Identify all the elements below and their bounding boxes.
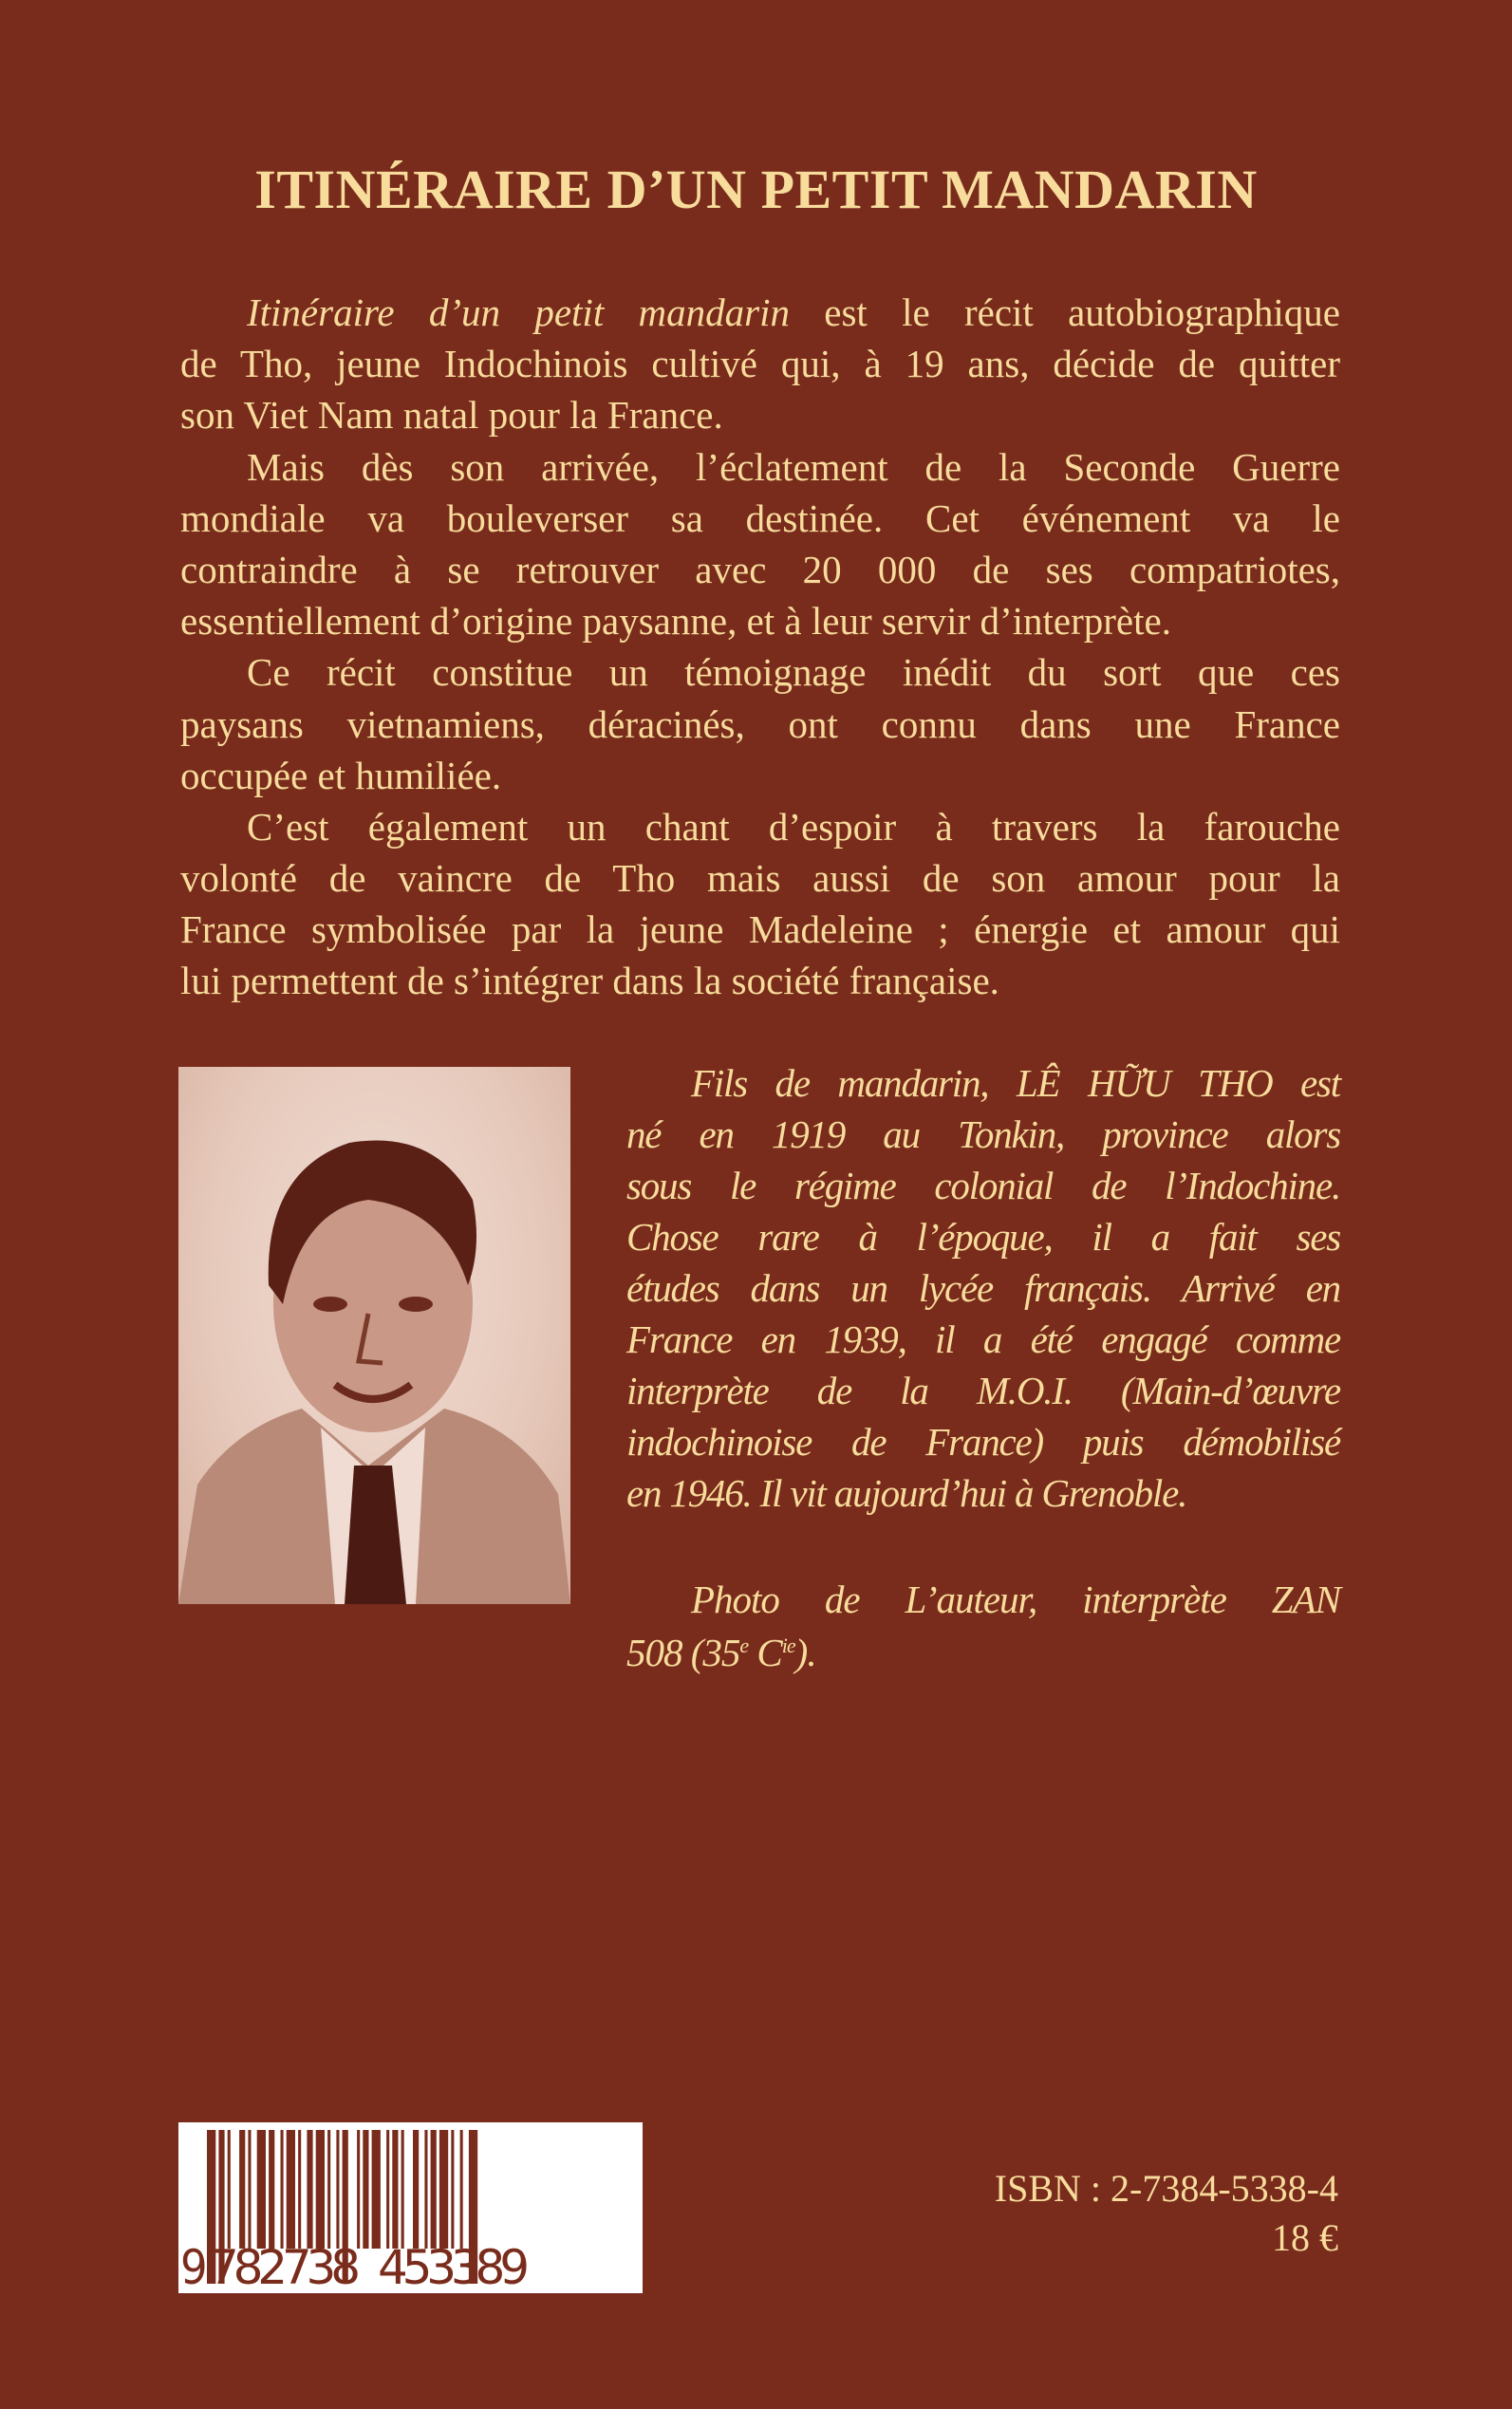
blurb (180, 287, 1340, 1007)
barcode-bar (401, 2130, 404, 2249)
barcode-first-digit: 9 (180, 2240, 208, 2293)
author-portrait-image (178, 1067, 570, 1604)
barcode-bar (439, 2130, 448, 2249)
blurb-line: paysans vietnamiens, déracinés, ont connu dans une France (180, 701, 1340, 746)
barcode-bar (451, 2130, 454, 2249)
bio-line: interprète de la M.O.I. (Main-d’œuvre (626, 1369, 1340, 1412)
isbn-block (995, 2164, 1338, 2263)
barcode-bar (248, 2130, 251, 2249)
barcode-bar (336, 2130, 339, 2249)
barcode-bar (392, 2130, 398, 2249)
blurb-line: de Tho, jeune Indochinois cultivé qui, à 19 ans, décide de quitter (180, 342, 1340, 386)
barcode (178, 2122, 643, 2293)
caption-line: Photo de L’auteur, interprète ZAN (691, 1578, 1340, 1621)
caption-text: 508 (35 (626, 1631, 740, 1674)
barcode-bar (424, 2130, 427, 2249)
isbn: ISBN : 2-7384-5338-4 (994, 2167, 1338, 2210)
blurb-line: lui permettent de s’intégrer dans la société française. (180, 959, 999, 1003)
blurb-line: Mais dès son arrivée, l’éclatement de la Seconde Guerre (247, 444, 1340, 489)
bio-line: études dans un lycée français. Arrivé en (626, 1266, 1340, 1310)
blurb-text: est le récit autobiographique (789, 290, 1341, 334)
barcode-bar (316, 2130, 325, 2249)
blurb-line: essentiellement d’origine paysanne, et à leur servir d’interprète. (180, 599, 1171, 644)
barcode-bar (363, 2130, 368, 2249)
bio-line: Fils de mandarin, LÊ HỮU THO est (691, 1061, 1340, 1105)
bio-line: sous le régime colonial de l’Indochine. (626, 1164, 1340, 1207)
book-title-italic: Itinéraire d’un petit mandarin (247, 290, 790, 334)
bio-line: France en 1939, il a été engagé comme (626, 1317, 1340, 1361)
bio-line: Chose rare à l’époque, il a fait ses (626, 1215, 1340, 1259)
barcode-bar (269, 2130, 274, 2249)
photo-caption (626, 1573, 1340, 1679)
blurb-line: C’est également un chant d’espoir à travers la farouche (247, 804, 1340, 849)
barcode-bar (357, 2130, 360, 2249)
blurb-line: volonté de vaincre de Tho mais aussi de son amour pour la (180, 856, 1340, 901)
blurb-line: Ce récit constitue un témoignage inédit du sort que ces (247, 650, 1340, 695)
barcode-group2: 453389 (378, 2240, 530, 2293)
author-bio (626, 1057, 1340, 1519)
barcode-bar (281, 2130, 284, 2249)
barcode-bar (239, 2130, 245, 2249)
bio-line: en 1946. Il vit aujourd’hui à Grenoble. (626, 1471, 1187, 1515)
caption-superscript: e (739, 1634, 749, 1657)
blurb-line: mondiale va bouleverser sa destinée. Cet événement va le (180, 495, 1340, 540)
barcode-bar (307, 2130, 312, 2249)
caption-superscript: ie (781, 1634, 795, 1657)
barcode-bar (460, 2130, 463, 2249)
caption-text: C (748, 1631, 782, 1674)
book-title: ITINÉRAIRE D’UN PETIT MANDARIN (254, 159, 1258, 220)
caption-text: ). (794, 1631, 816, 1674)
blurb-line: contraindre à se retrouver avec 20 000 de ses compatriotes, (180, 547, 1340, 591)
barcode-bar (413, 2130, 419, 2249)
barcode-bar (287, 2130, 295, 2249)
barcode-bar (386, 2130, 389, 2249)
barcode-bar (431, 2130, 437, 2249)
bio-line: indochinoise de France) puis démobilisé (626, 1420, 1340, 1464)
barcode-bar (228, 2130, 231, 2249)
barcode-bar (298, 2130, 301, 2249)
blurb-line (180, 287, 1340, 338)
blurb-line: occupée et humiliée. (180, 753, 502, 797)
barcode-bar (257, 2130, 266, 2249)
blurb-line: France symbolisée par la jeune Madeleine ; énergie et amour qui (180, 907, 1340, 952)
barcode-bar (327, 2130, 330, 2249)
author-photo (178, 1067, 570, 1604)
caption-line (626, 1626, 1340, 1679)
barcode-bars (178, 2122, 643, 2293)
bio-line: né en 1919 au Tonkin, province alors (626, 1112, 1340, 1156)
blurb-line: son Viet Nam natal pour la France. (180, 393, 723, 438)
barcode-group1: 782738 (209, 2240, 361, 2293)
price: 18 € (1272, 2216, 1338, 2259)
barcode-bar (372, 2130, 381, 2249)
